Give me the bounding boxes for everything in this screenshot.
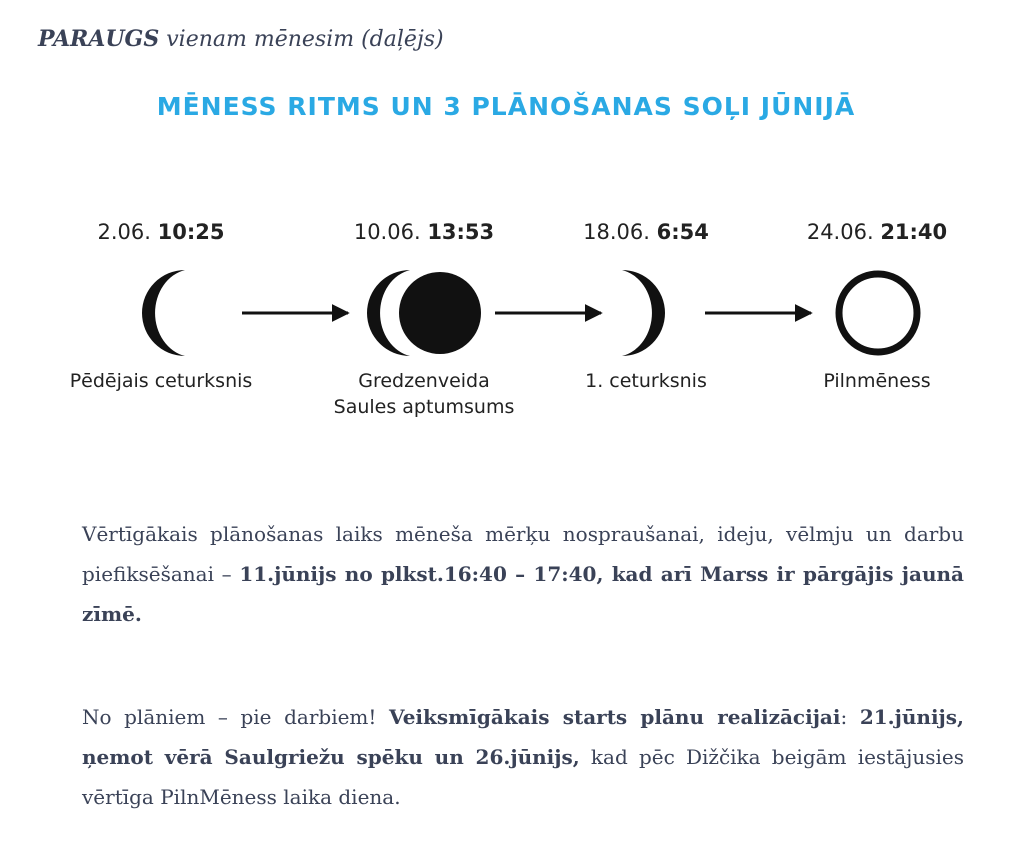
phase-label: 1. ceturksnis [585,370,707,392]
sample-heading-bold: PARAUGS [38,26,160,52]
action-highlight-2: 21.jūnijs, ņemot vērā Saulgriežu spēku un 26.jūnijs, [82,705,964,769]
phase-datetime: 2.06. 10:25 [97,220,225,244]
phase-datetime: 18.06. 6:54 [583,220,709,244]
phase-label-line2: Saules aptumsums [333,396,515,418]
phase-label: Pilnmēness [823,370,931,392]
waning-crescent-icon [142,270,185,356]
sample-heading-rest: vienam mēnesim (daļējs) [159,27,444,52]
phase-label: Pēdējais ceturksnis [69,370,253,392]
full-moon-icon [839,274,917,352]
phase-datetime: 10.06. 13:53 [353,220,495,244]
planning-paragraph: Vērtīgākais plānošanas laiks mēneša mērķu nospraušanai, ideju, vēlmju un darbu piefiksēšanai – 11.jūnijs no plkst.16:40 – 17:40, kad arī Marss ir pārgājis jaunā zīmē. [82,522,964,626]
phase-label: Gredzenveida [358,370,490,392]
action-paragraph: No plāniem – pie darbiem! Veiksmīgākais starts plānu realizācijai: 21.jūnijs, ņemot vērā Saulgriežu spēku un 26.jūnijs, kad pēc Dižčika beigām iestājusies vērtīga PilnMēness laika diena. [82,705,964,809]
eclipse-icon [367,270,481,356]
phase-datetime: 24.06. 21:40 [806,220,948,244]
action-highlight-1: Veiksmīgākais starts plānu realizācijai [389,705,841,729]
diagram-title: MĒNESS RITMS UN 3 PLĀNOŠANAS SOĻI JŪNIJĀ [156,92,856,121]
waxing-crescent-icon [622,270,665,356]
planning-highlight: 11.jūnijs no plkst.16:40 – 17:40, kad arī Marss ir pārgājis jaunā zīmē. [82,562,964,626]
